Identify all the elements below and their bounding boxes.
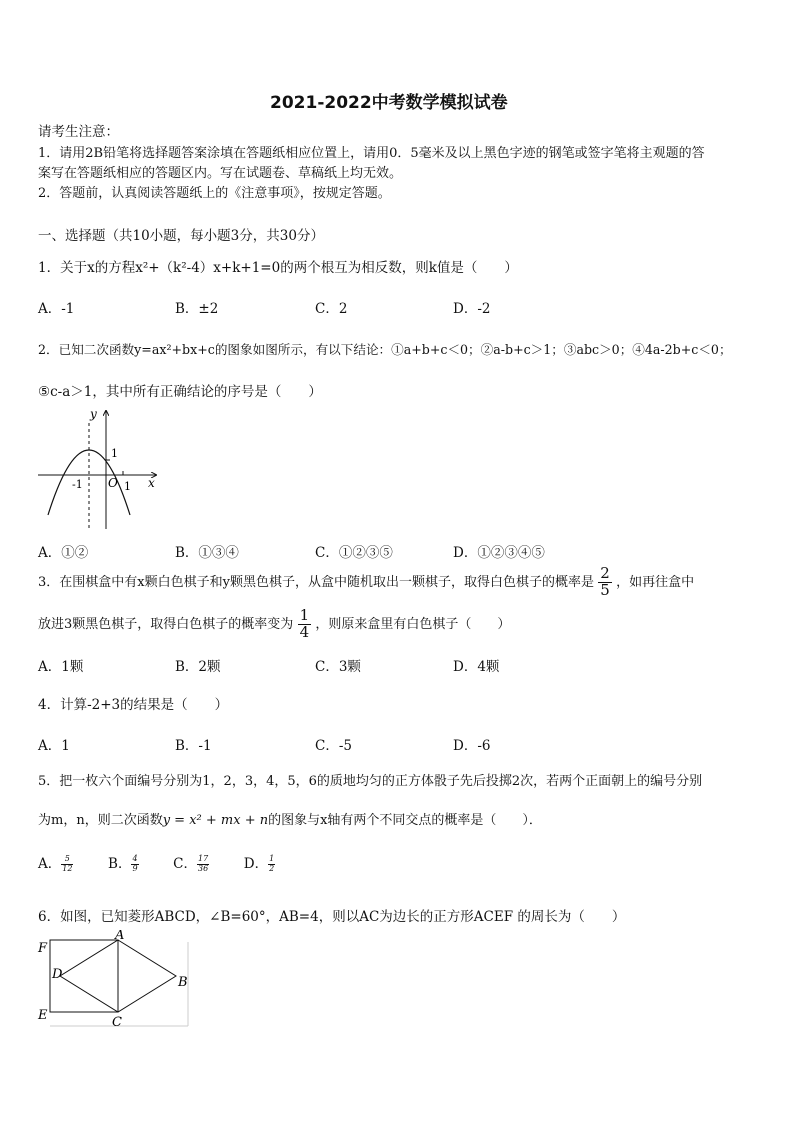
q5-option-c[interactable]: [173, 856, 209, 872]
q5-d-num: 1: [269, 854, 275, 864]
q5-stem2-b: 的图象与x轴有两个不同交点的概率是（ ）．: [268, 813, 542, 828]
q5-c-den: 36: [197, 864, 209, 873]
q5-option-d-frac: [268, 855, 275, 874]
q5-option-b-label: B．: [108, 856, 132, 872]
q3-frac1-den: 5: [600, 580, 610, 599]
label-f: F: [38, 941, 48, 956]
q5-stem2-a: 为m，n，则二次函数: [38, 813, 163, 828]
q4-option-d[interactable]: D．-6: [453, 738, 491, 754]
q3-stem-a: 3．在围棋盒中有x颗白色棋子和y颗黑色棋子，从盒中随机取出一颗棋子，取得白色棋子的概率是: [38, 574, 594, 590]
q3-stem-c: 放进3颗黑色棋子，取得白色棋子的概率变为: [38, 616, 294, 632]
q2-parabola-graph: [36, 405, 166, 533]
q1-option-c[interactable]: C．2: [315, 301, 348, 317]
q6-stem: 6．如图，已知菱形ABCD，∠B=60°，AB=4，则以AC为边长的正方形ACEF 的周长为（ ）: [38, 909, 626, 925]
q5-option-d[interactable]: [244, 856, 275, 872]
q4-option-c[interactable]: C．-5: [315, 738, 352, 754]
q3-stem-line-2: [38, 608, 510, 641]
q3-option-d[interactable]: D．4颗: [453, 659, 500, 675]
y-axis-label: y: [90, 407, 97, 421]
q5-option-c-label: C．: [173, 856, 197, 872]
notice-heading: 请考生注意：: [38, 124, 119, 140]
label-e: E: [38, 1008, 48, 1023]
q5-option-a-label: A．: [38, 856, 62, 872]
q2-option-c[interactable]: C．①②③⑤: [315, 545, 393, 561]
q3-option-c[interactable]: C．3颗: [315, 659, 361, 675]
q1-option-a[interactable]: A．-1: [38, 301, 75, 317]
q6-rhombus-square-figure: [34, 930, 194, 1030]
origin-label: O: [108, 476, 118, 490]
q5-option-a[interactable]: [38, 856, 73, 872]
label-d: D: [52, 967, 63, 982]
q3-frac2-den: 4: [299, 622, 310, 641]
q5-a-num: 5: [61, 855, 73, 865]
q1-option-d[interactable]: D．-2: [453, 301, 491, 317]
q2-stem-2: ⑤c-a＞1，其中所有正确结论的序号是（ ）: [38, 384, 322, 400]
notice-line-1: 1．请用2B铅笔将选择题答案涂填在答题纸相应位置上，请用0．5毫米及以上黑色字迹的钢笔或签字笔将主观题的答: [38, 146, 705, 161]
notice-line-2: 2．答题前，认真阅读答题纸上的《注意事项》，按规定答题。: [38, 186, 391, 201]
q5-c-num: 17: [197, 854, 209, 864]
q3-option-b[interactable]: B．2颗: [175, 659, 221, 675]
label-c: C: [112, 1015, 122, 1030]
q5-d-den: 2: [269, 864, 275, 873]
q5-option-c-frac: [197, 855, 209, 874]
x-axis-label: x: [148, 476, 155, 490]
label-neg-1: -1: [72, 478, 83, 491]
q5-b-num: 4: [132, 854, 138, 864]
q4-option-a[interactable]: A．1: [38, 738, 70, 754]
q3-stem-b: ，如再往盒中: [616, 574, 695, 590]
q3-option-a[interactable]: A．1颗: [38, 659, 84, 675]
q2-option-a[interactable]: A．①②: [38, 545, 89, 561]
q5-option-b[interactable]: [108, 856, 139, 872]
q4-stem: 4．计算-2+3的结果是（ ）: [38, 697, 229, 713]
label-a: A: [115, 930, 125, 943]
q4-option-b[interactable]: B．-1: [175, 738, 212, 754]
q3-frac1-num: 2: [600, 564, 610, 582]
q3-fraction-1: [598, 566, 612, 599]
label-b: B: [178, 975, 188, 990]
q5-options: [38, 852, 275, 874]
q3-stem-line-1: [38, 566, 694, 599]
q5-option-d-label: D．: [243, 856, 269, 872]
q5-formula: y = x² + mx + n: [162, 813, 269, 828]
label-y-1: 1: [111, 447, 118, 460]
q1-option-b[interactable]: B．±2: [175, 301, 219, 317]
q5-option-a-frac: [61, 855, 73, 874]
q2-option-b[interactable]: B．①③④: [175, 545, 239, 561]
q3-frac2-num: 1: [299, 606, 310, 624]
section-heading: 一、选择题（共10小题，每小题3分，共30分）: [38, 228, 324, 244]
q5-stem: 5．把一枚六个面编号分别为1，2，3，4，5，6的质地均匀的正方体骰子先后投掷2次，若两个正面朝上的编号分别: [38, 774, 703, 789]
q3-fraction-2: [298, 608, 312, 641]
q5-option-b-frac: [131, 855, 138, 874]
q5-a-den: 12: [62, 864, 73, 873]
q1-stem: 1．关于x的方程x²+（k²-4）x+k+1=0的两个根互为相反数，则k值是（ ）: [38, 260, 518, 276]
q2-option-d[interactable]: D．①②③④⑤: [453, 545, 545, 561]
label-x-1: 1: [124, 480, 131, 493]
q5-b-den: 9: [132, 864, 138, 873]
q2-stem: 2．已知二次函数y=ax²+bx+c的图象如图所示，有以下结论：①a+b+c＜0；②a-b+c＞1；③abc＞0；④4a-2b+c＜0；: [38, 342, 732, 357]
q5-stem-line-2: [38, 809, 542, 828]
page-title: 2021-2022中考数学模拟试卷: [270, 93, 508, 113]
notice-line-1b: 案写在答题纸相应的答题区内。写在试题卷、草稿纸上均无效。: [38, 166, 403, 181]
q3-stem-d: ，则原来盒里有白色棋子（ ）: [315, 616, 511, 632]
